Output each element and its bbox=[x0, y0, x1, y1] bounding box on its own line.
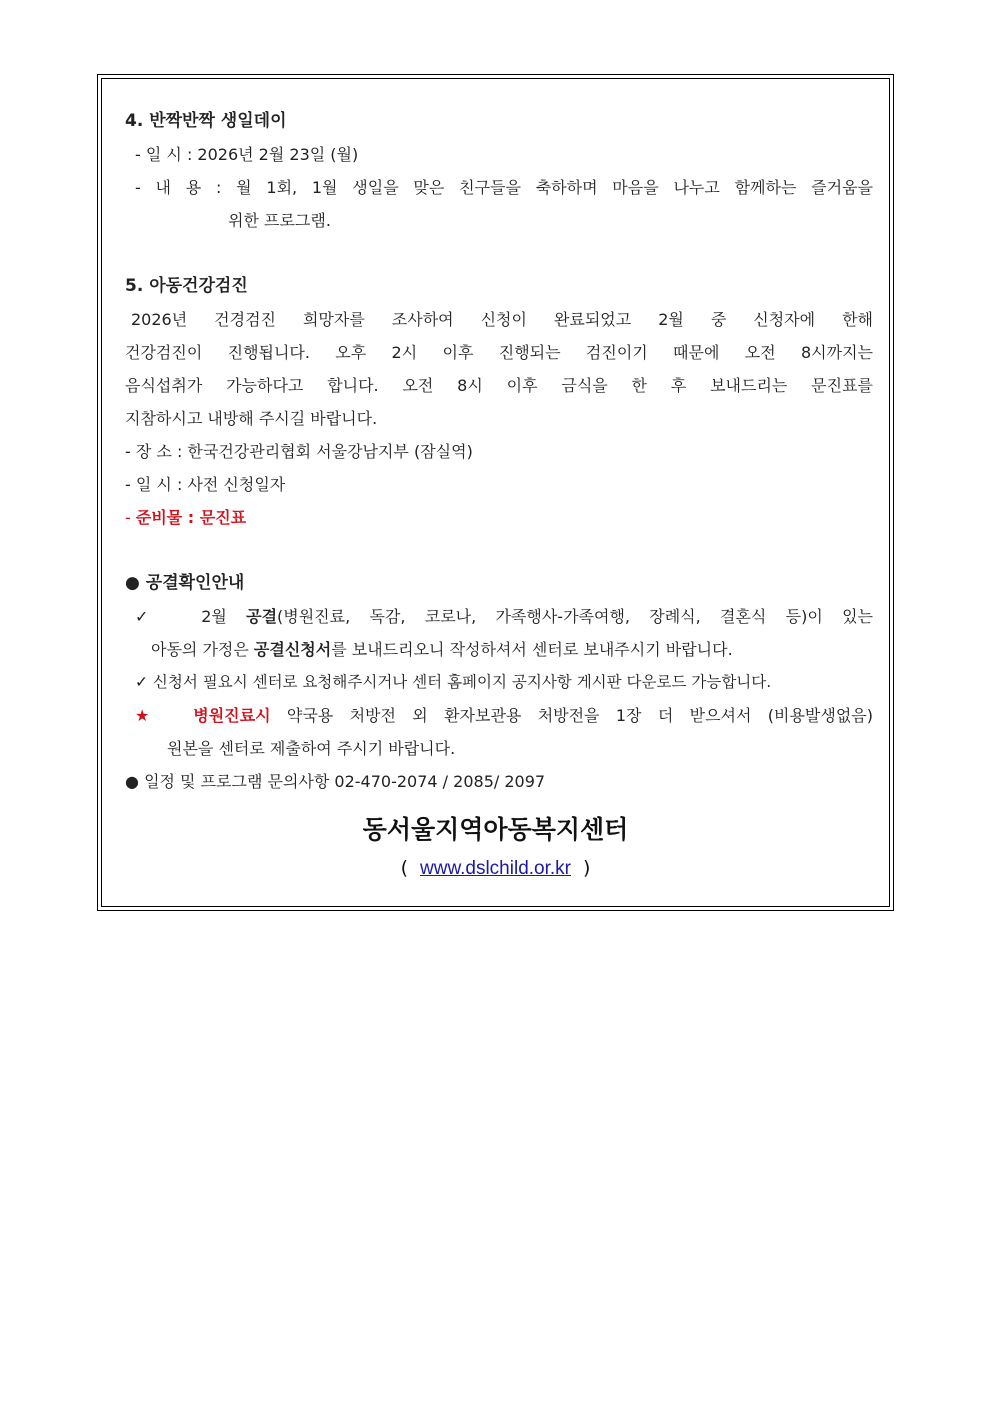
star-bold-text: 병원진료시 bbox=[193, 706, 271, 725]
absence-star-line1 bbox=[125, 699, 873, 732]
website-row bbox=[97, 857, 894, 880]
section5-date: - 일 시 : 사전 신청일자 bbox=[125, 475, 286, 494]
check1-bold: 공결 bbox=[246, 607, 278, 626]
section4-content-line2: 위한 프로그램. bbox=[228, 211, 331, 230]
section4-content-line1: - 내 용 : 월 1회, 1월 생일을 맞은 친구들을 축하하며 마음을 나누고 함께하는 즐거움을 bbox=[135, 178, 873, 197]
checkmark-icon: ✓ bbox=[135, 607, 163, 626]
bullet-icon: ● bbox=[125, 573, 140, 593]
inquiry-text: 일정 및 프로그램 문의사항 02-470-2074 / 2085/ 2097 bbox=[144, 772, 546, 791]
preparation-text: 준비물 : 문진표 bbox=[135, 508, 247, 527]
section4-heading: 4. 반짝반짝 생일데이 bbox=[125, 111, 287, 131]
section5-heading: 5. 아동건강검진 bbox=[125, 276, 248, 296]
section5-paragraph-line3: 음식섭취가 가능하다고 합니다. 오전 8시 이후 금식을 한 후 보내드리는 문진표를 bbox=[125, 376, 873, 395]
check1-suffix: (병원진료, 독감, 코로나, 가족행사-가족여행, 장례식, 결혼식 등)이 있는 bbox=[277, 607, 873, 626]
spacer bbox=[125, 237, 873, 270]
absence-check2: ✓ 신청서 필요시 센터로 요청해주시거나 센터 홈페이지 공지사항 게시판 다운로드 가능합니다. bbox=[135, 673, 772, 691]
paren-close: ) bbox=[583, 857, 591, 879]
notice-content bbox=[125, 105, 873, 798]
absence-check1-line1 bbox=[125, 600, 873, 633]
website-link[interactable]: www.dslchild.or.kr bbox=[420, 858, 571, 879]
absence-heading-row bbox=[125, 567, 873, 600]
section5-paragraph-line1: 2026년 건경검진 희망자를 조사하여 신청이 완료되었고 2월 중 신청자에 한해 bbox=[131, 310, 873, 329]
star-suffix: 약국용 처방전 외 환자보관용 처방전을 1장 더 받으셔서 (비용발생없음) bbox=[270, 706, 873, 725]
paren-open: ( bbox=[400, 857, 408, 879]
section5-paragraph-line4: 지참하시고 내방해 주시길 바랍니다. bbox=[125, 409, 378, 428]
check1-line2-bold: 공결신청서 bbox=[253, 640, 332, 659]
check1-prefix: 2월 bbox=[201, 607, 247, 626]
section5-paragraph-line2: 건강검진이 진행됩니다. 오후 2시 이후 진행되는 검진이기 때문에 오전 8시까지는 bbox=[125, 343, 873, 362]
inquiry-row bbox=[125, 765, 873, 798]
check1-line2-suffix: 를 보내드리오니 작성하셔서 센터로 보내주시기 바랍니다. bbox=[331, 640, 733, 659]
check1-line2-prefix: 아동의 가정은 bbox=[151, 640, 254, 659]
bullet-icon: ● bbox=[125, 772, 139, 791]
preparation-dash: - bbox=[125, 508, 136, 527]
section5-preparation bbox=[125, 501, 873, 534]
spacer bbox=[125, 534, 873, 567]
absence-check1-line2 bbox=[125, 633, 873, 666]
organization-name: 동서울지역아동복지센터 bbox=[362, 815, 629, 844]
section4-date: - 일 시 : 2026년 2월 23일 (월) bbox=[135, 145, 359, 164]
absence-star-line2: 원본을 센터로 제출하여 주시기 바랍니다. bbox=[167, 739, 456, 758]
star-icon: ★ bbox=[135, 706, 161, 725]
section5-place: - 장 소 : 한국건강관리협회 서울강남지부 (잠실역) bbox=[125, 442, 473, 461]
absence-heading: 공결확인안내 bbox=[145, 573, 245, 593]
